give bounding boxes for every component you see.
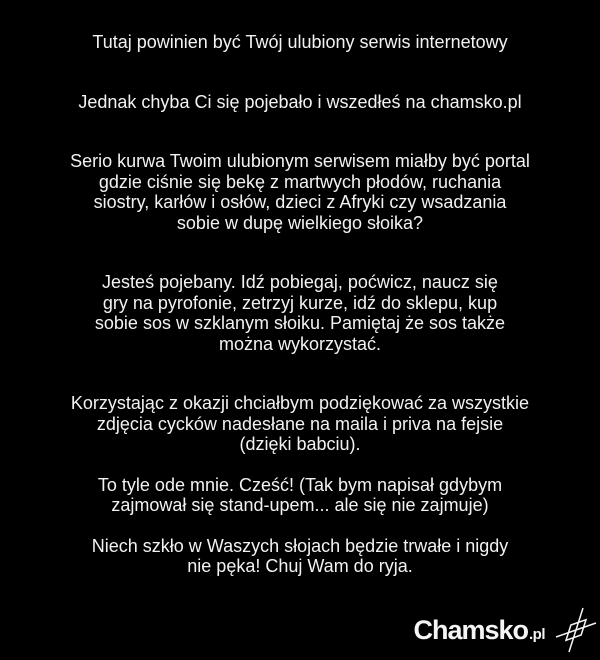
paragraph — [20, 272, 580, 354]
brand-tld: .pl — [529, 625, 545, 643]
text-line: Niech szkło w Waszych słojach będzie trwałe i nigdy — [91, 535, 509, 556]
text-line: Jesteś pojebany. Idź pobiegaj, poćwicz, naucz się — [102, 272, 498, 292]
text-line: sobie w dupę wielkiego słoika? — [176, 212, 424, 233]
text-line: gdzie ciśnie się bekę z martwych płodów, ruchania — [98, 171, 502, 192]
brand-name: Chamsko — [413, 614, 528, 645]
paragraph — [20, 92, 580, 113]
paragraph — [20, 151, 580, 233]
paragraph — [20, 393, 580, 455]
watermark-logo — [413, 606, 598, 654]
text-line: Tutaj powinien być Twój ulubiony serwis internetowy — [92, 32, 508, 52]
text-line: Jednak chyba Ci się pojebało i wszedłeś na chamsko.pl — [78, 91, 522, 112]
text-line: (dzięki babciu). — [239, 434, 361, 454]
paragraph — [20, 475, 580, 516]
text-line: gry na pyrofonie, zetrzyj kurze, idź do sklepu, kup — [102, 292, 498, 313]
paragraph — [20, 32, 580, 53]
shattered-hash-icon — [554, 606, 598, 654]
text-line: To tyle ode mnie. Cześć! (Tak bym napisał gdybym — [97, 474, 503, 495]
text-line: można wykorzystać. — [218, 333, 382, 354]
text-line: Korzystając z okazji chciałbym podziękować za wszystkie — [70, 393, 530, 413]
text-line: sobie sos w szklanym słoiku. Pamiętaj że sos także — [94, 313, 506, 333]
text-line: zajmował się stand-upem... ale się nie zajmuje) — [111, 495, 489, 515]
text-line: nie pęka! Chuj Wam do ryja. — [187, 556, 413, 576]
brand-wordmark — [413, 615, 545, 646]
paragraph — [20, 536, 580, 577]
text-line: zdjęcia cycków nadesłane na maila i priva na fejsie — [96, 413, 504, 434]
text-line: Serio kurwa Twoim ulubionym serwisem miałby być portal — [70, 151, 530, 171]
text-line: siostry, karłów i osłów, dzieci z Afryki czy wsadzania — [93, 192, 507, 212]
